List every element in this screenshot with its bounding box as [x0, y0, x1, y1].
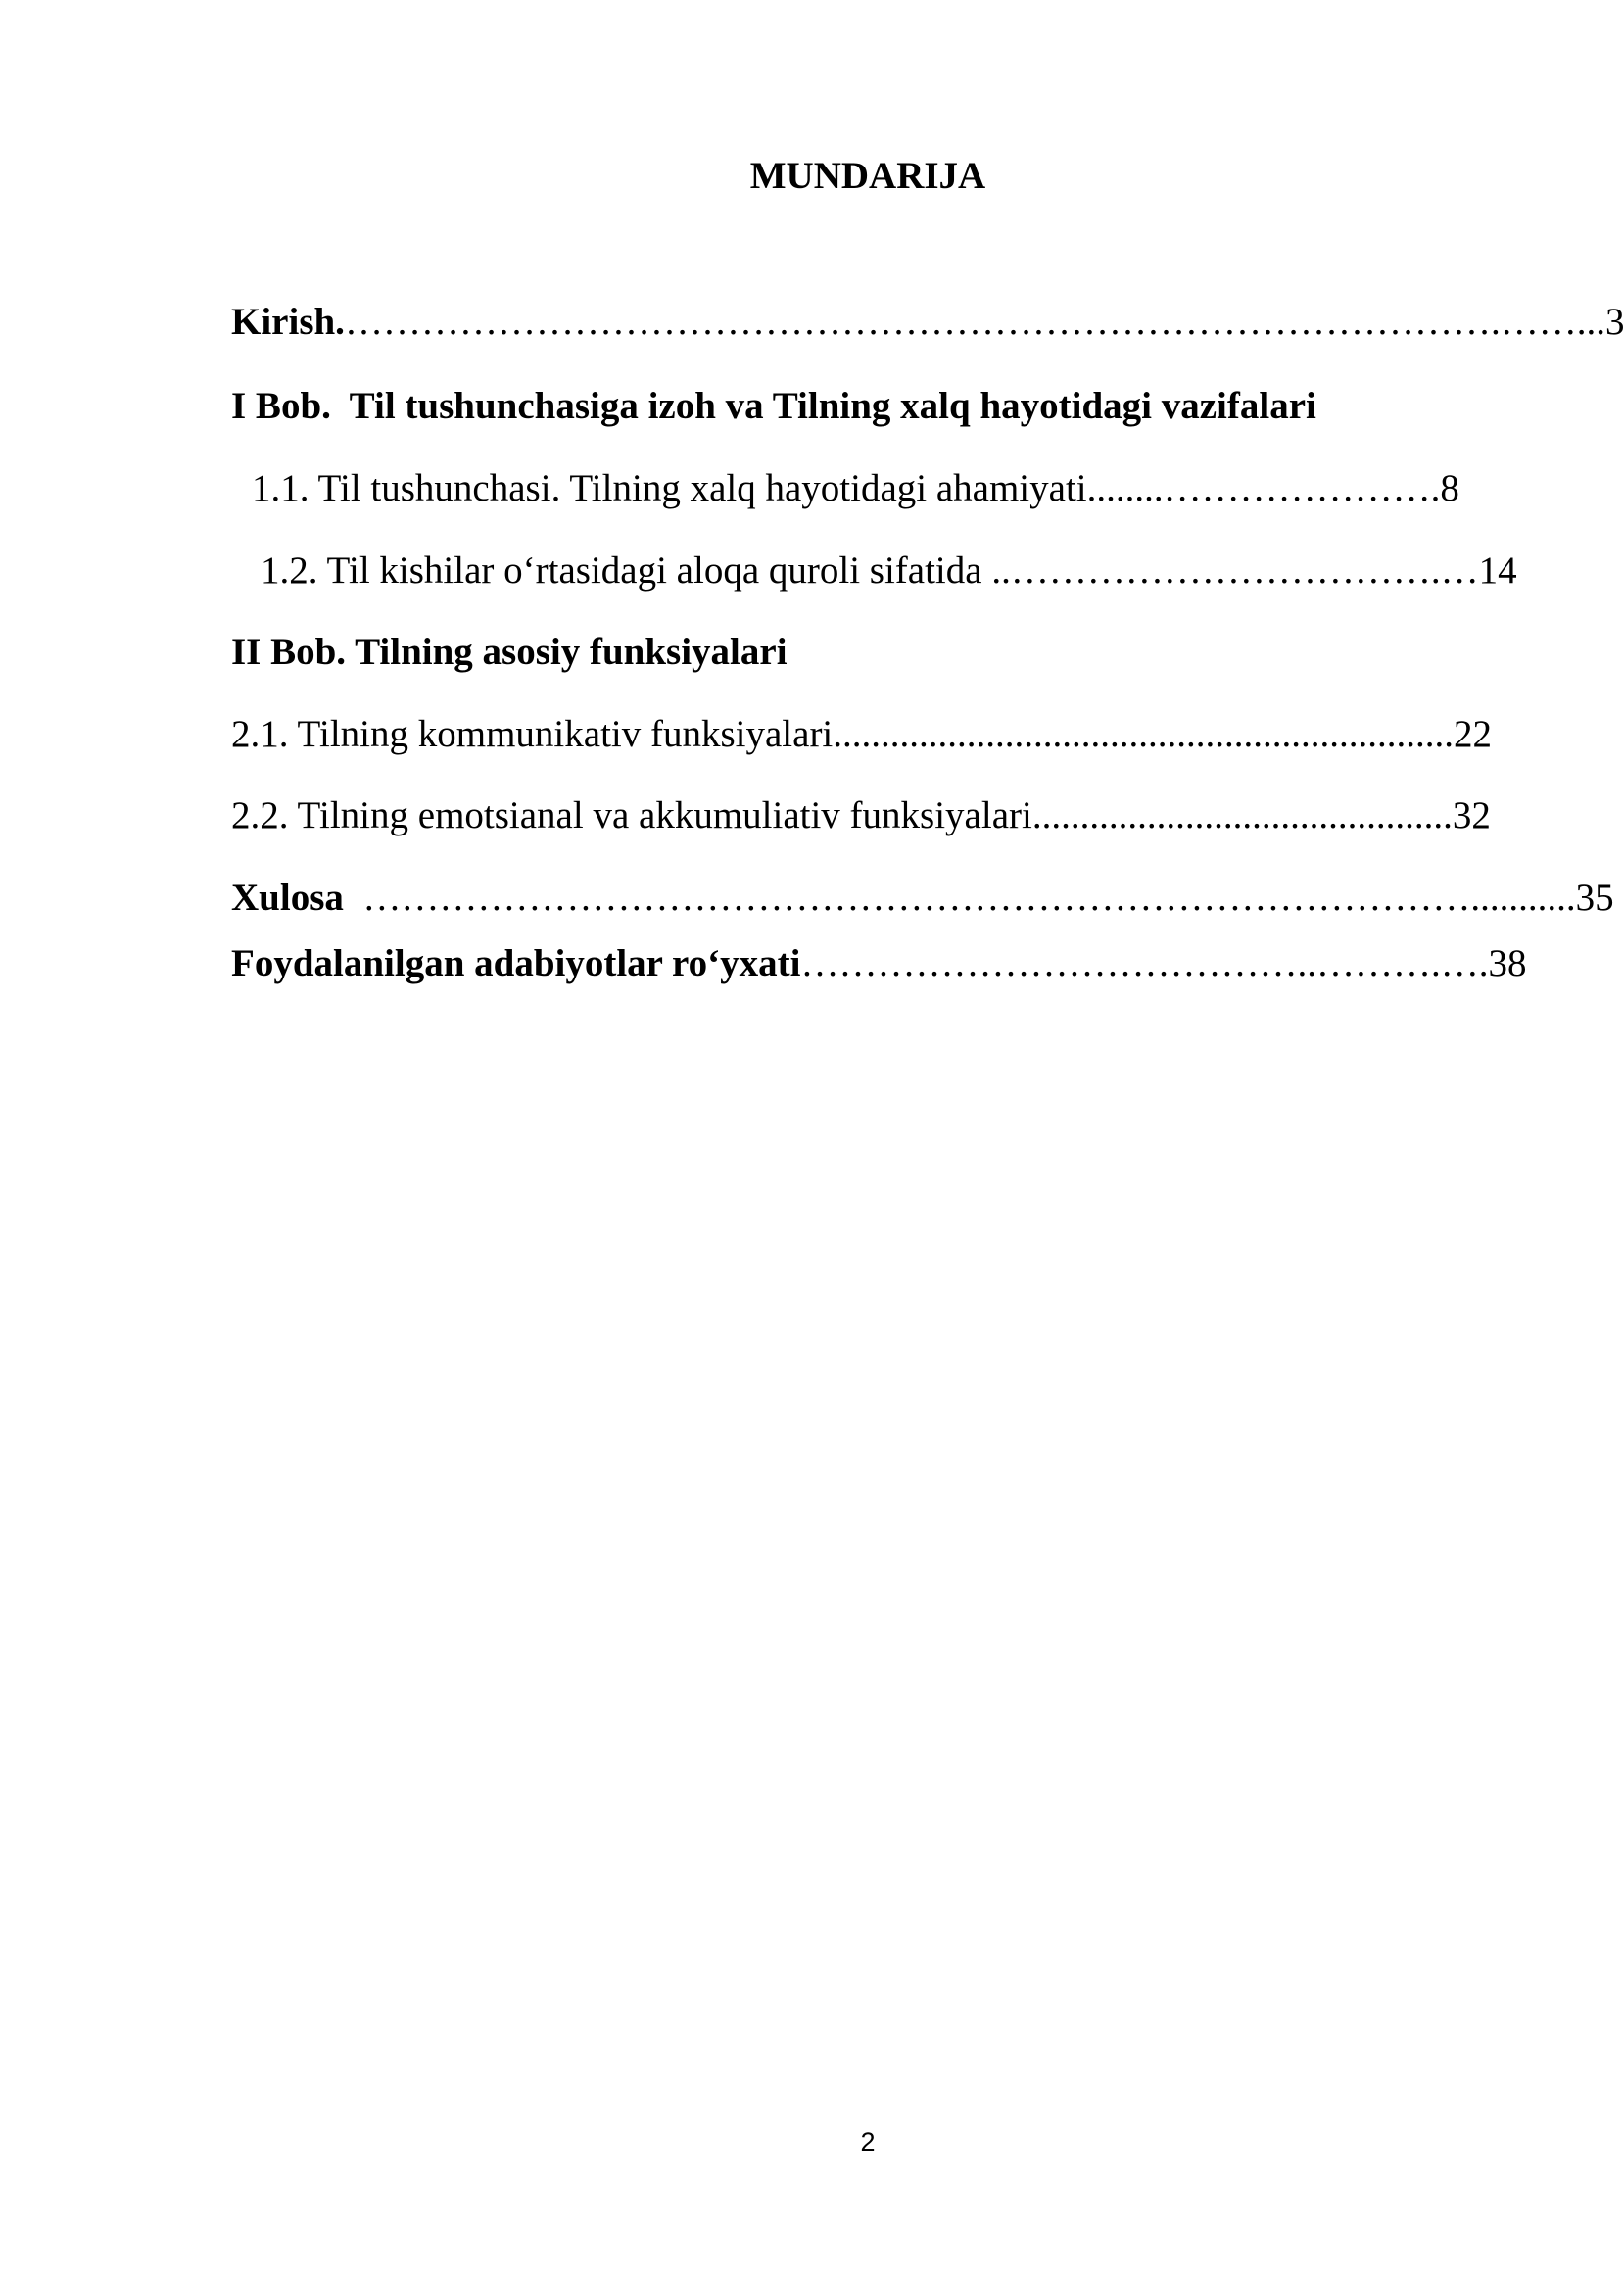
toc-chapter-heading-1 — [231, 384, 1316, 428]
toc-chapter-heading-2 — [231, 630, 788, 674]
toc-entry-title: 2.2. Tilning emotsianal va akkumuliativ funksiyalari — [231, 794, 1032, 836]
toc-entry-title: 2.1. Tilning kommunikativ funksiyalari — [231, 713, 834, 755]
toc-entry-section-2-2 — [231, 793, 1491, 837]
toc-dot-leader: ........…………………. — [1086, 467, 1441, 509]
toc-entry-references — [231, 941, 1526, 985]
toc-dot-leader: ……………………………………………………………………………….……... — [344, 301, 1605, 343]
toc-entry-title: Foydalanilgan adabiyotlar ro‘yxati — [231, 942, 801, 984]
toc-entry-title: Xulosa — [231, 877, 344, 919]
toc-entry-title: Kirish. — [231, 301, 345, 343]
toc-entry-section-1-1 — [252, 466, 1459, 510]
toc-entry-title: 1.2. Til kishilar o‘rtasidagi aloqa quroli sifatida — [261, 549, 982, 592]
toc-entry-conclusion — [231, 876, 1614, 920]
toc-page-number: 14 — [1478, 549, 1517, 592]
toc-entry-section-1-2 — [261, 549, 1517, 593]
toc-page-number: 8 — [1440, 467, 1459, 509]
toc-entry-section-2-1 — [231, 712, 1492, 756]
toc-dot-leader: ……………………………………………………………………………........... — [343, 877, 1576, 919]
toc-entry-title: 1.1. Til tushunchasi. Tilning xalq hayotidagi ahamiyati — [252, 467, 1087, 509]
toc-page-number: 32 — [1452, 794, 1491, 836]
toc-page-number: 3 — [1604, 301, 1624, 343]
toc-dot-leader: ............................................ — [1031, 794, 1453, 836]
toc-entry-introduction — [231, 300, 1624, 344]
page-number-footer: 2 — [860, 2127, 876, 2157]
page-title: MUNDARIJA — [749, 155, 986, 197]
toc-page-number: 38 — [1488, 942, 1527, 984]
chapter-heading-text: I Bob. Til tushunchasiga izoh va Tilning xalq hayotidagi vazifalari — [231, 385, 1316, 427]
chapter-heading-text: II Bob. Tilning asosiy funksiyalari — [231, 631, 788, 673]
toc-page-number: 35 — [1575, 877, 1614, 919]
toc-dot-leader: …………………………………..……….…. — [800, 942, 1489, 984]
toc-dot-leader: ..…………………………….… — [981, 549, 1479, 592]
toc-page-number: 22 — [1454, 713, 1493, 755]
toc-dot-leader: ................................................................. — [833, 713, 1455, 755]
